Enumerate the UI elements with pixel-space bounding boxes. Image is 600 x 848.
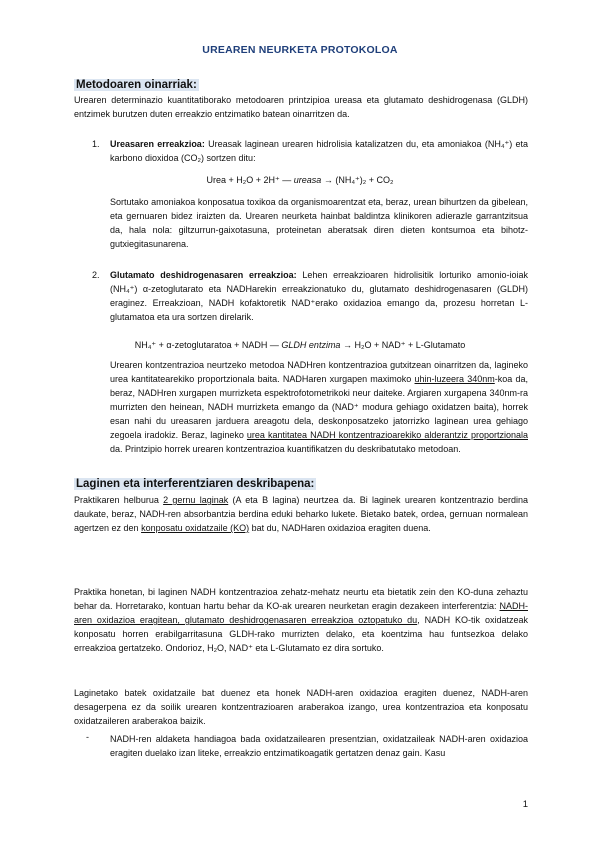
item-text: Lehen erreakzioaren hidrolisitik lorturiko amonio-ioiak (NH₄⁺) α-zetoglutarato eta NADHarekin erreakzionatuko du, glutamato deshidrogenasaren (GLDH) eraginez. Erreakzioan, NADH kofaktoretik NAD⁺erako oxidazioa emango da, prozesu horretan L-glutamatoa eta ura sortzen direlarik. xyxy=(110,270,529,322)
paragraph-interferentzia: Praktika honetan, bi laginen NADH kontzentrazioa zehatz-mehatz neurtu eta bietatik zein den KO-duna zehaztu behar da. Horretarako, kontuan hartu behar da KO-ak urearen neurketan eragin dezakeen interferentzia: NADH-aren oxidazioa eragitean, glutamato deshidrogenasaren erreakzioa oztopatuko du, NADH KO-tik oxidatzeak konposatu horren erabilgarritasuna GLDH-rako murrizten delako, eta koentzima hau funtsezkoa delako erreakzioa gertatzeko. Ondorioz, H₂O, NAD⁺ eta L-Glutamato ez dira sortuko. xyxy=(74,587,528,653)
list-number: 1. xyxy=(92,139,100,149)
item-text: Ureasak laginean urearen hidrolisia katalizatzen du, eta amoniakoa (NH₄⁺) eta karbono dioxidoa (CO₂) sortzen ditu: xyxy=(110,139,529,163)
equation-gldh: NH₄⁺ + α-zetoglutaratoa + NADH — GLDH entzima → H₂O + NAD⁺ + L-Glutamato xyxy=(134,340,466,350)
list-number: 2. xyxy=(92,270,100,280)
paragraph-oxidatzailea: Laginetako batek oxidatzaile bat duenez eta honek NADH-aren oxidazioa eragiten duenez, NADH-aren desagerpena ez da soilik urearen kontzentrazioaren araberakoa izango, urea kontzentrazioa eta konposatu oxidatzaileren araberakoa baizik. xyxy=(74,688,528,726)
list-item-gldh xyxy=(92,268,529,324)
document-title: UREAREN NEURKETA PROTOKOLOA xyxy=(202,44,398,56)
paragraph-amoniakoa: Sortutako amoniakoa konposatua toxikoa da organismoarentzat eta, beraz, urean bihurtzen da gibelean, eta gernuaren bidez iraizten da. Urearen neurketa hainbat baldintza klinikoren adierazle garrantzitsua da, hala nola: giltzurrun-gaixotasuna, proteinetan aberatsak diren dieten kontsumoa eta bihotz-gutxiegitasunarena. xyxy=(110,197,528,249)
item-title: Ureasaren erreakzioa: xyxy=(110,139,205,149)
equation-ureasa: Urea + H₂O + 2H⁺ — ureasa → (NH₄⁺)₂ + CO₂ xyxy=(206,175,394,185)
bullet-item: NADH-ren aldaketa handiagoa bada oxidatzailearen presentzian, oxidatzaileak NADH-aren oxidazioa eragiten duelako izan liteke, erreakzio entzimatikoagatik gertatzen denaz gain. Kasu xyxy=(110,734,528,758)
paragraph-helburua: Praktikaren helburua 2 gernu laginak (A eta B lagina) neurtzea da. Bi laginek urearen kontzentrazio berdina daukate, beraz, NADH-ren absorbantzia berdina eduki beharko lukete. Bietako batek, ordea, gernuan normalean agertzen ez den konposatu oxidatzaile (KO) bat du, NADHaren oxidazioa eragiten duena. xyxy=(74,495,528,533)
section-heading-laginak: Laginen eta interferentziaren deskribapena: xyxy=(76,478,315,490)
list-item-ureasa xyxy=(92,137,529,165)
section-heading-metodoa: Metodoaren oinarriak: xyxy=(76,79,197,91)
bullet-marker: - xyxy=(86,732,89,742)
paragraph-nadh: Urearen kontzentrazioa neurtzeko metodoa NADHren kontzentrazioa gutxitzean oinarritzen da, lagineko urea kantitatearekiko proportzionala baita. NADHaren xurgapen maximoko uhin-luzeera 340nm-koa da, beraz, NADHren xurgapen murrizketa espektrofotometrikoki neur daiteke. Argiaren xurgapena 340nm-ra murrizten den heinean, NADH murrizketa emango da (NAD⁺ modura gehiago oxidatzen baita), horrek esan nahi du ureasaren jarduera areagotu dela, deskonposatzeko jatorrizko laginean urea gehiago zegoela iradokiz. Beraz, lagineko urea kantitatea NADH kontzentrazioarekiko alderantziz proportzionala da. Printzipio horrek urearen kontzentrazioa kuantifikatzen du deskribatutako metodoan. xyxy=(110,360,528,454)
item-title: Glutamato deshidrogenasaren erreakzioa: xyxy=(110,270,297,280)
intro-paragraph: Urearen determinazio kuantitatiborako metodoaren printzipioa ureasa eta glutamato deshidrogenasa (GLDH) entzimek burutzen duten erreakzio entzimatiko batean oinarritzen da. xyxy=(74,95,528,119)
page-number: 1 xyxy=(522,799,528,810)
